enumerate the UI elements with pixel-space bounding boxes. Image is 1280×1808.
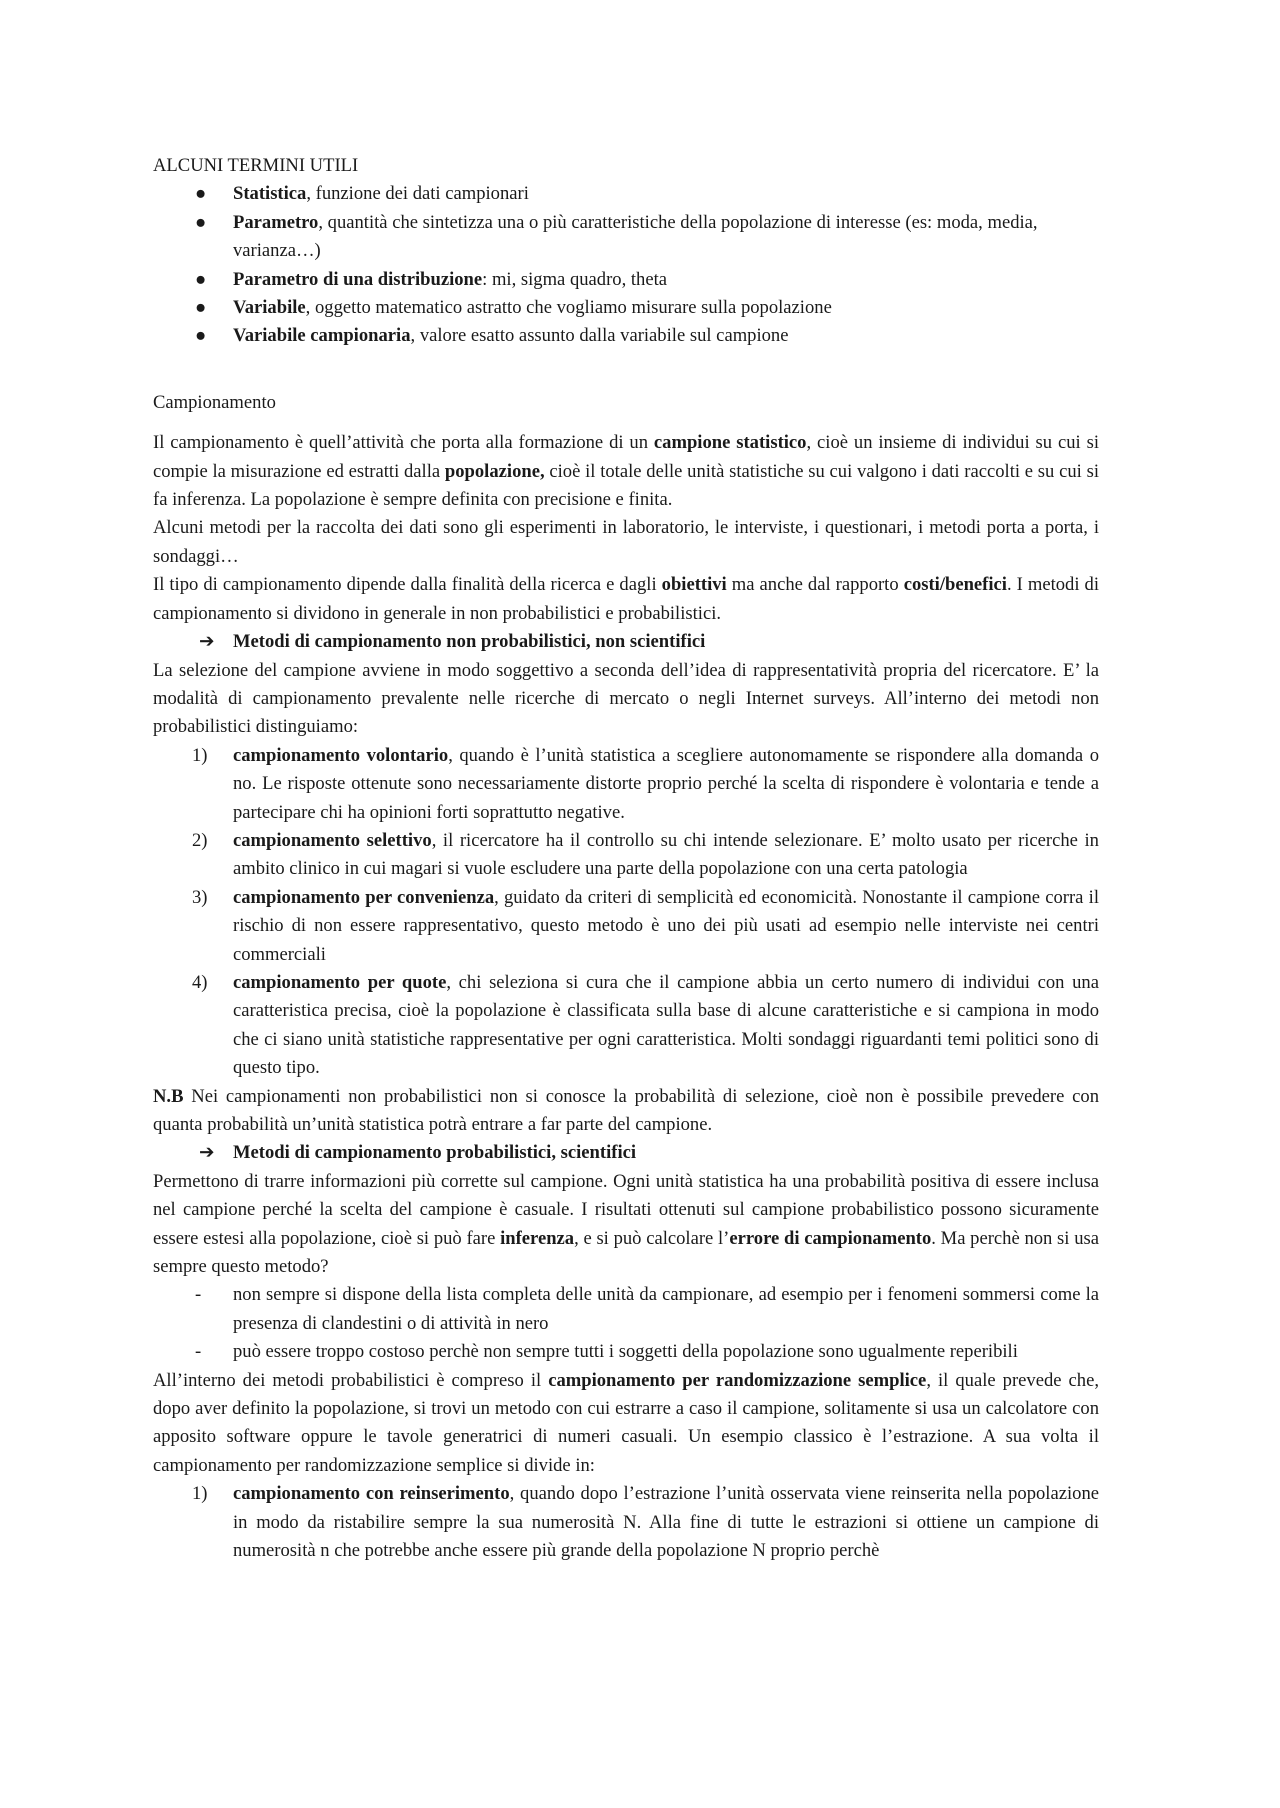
- list-item: [153, 180, 1099, 208]
- nb-note: N.B Nei campionamenti non probabilistici non si conosce la probabilità di selezione, cioè non è possibile prevedere con quanta probabilità un’unità statistica potrà entrare a far parte del campione.: [153, 1085, 1099, 1135]
- arrow-icon: ➔: [199, 1142, 215, 1164]
- term-definition: , funzione dei dati campionari: [306, 183, 529, 205]
- list-item: 1) campionamento con reinserimento, quando dopo l’estrazione l’unità osservata viene reinserita nella popolazione in modo da ristabilire sempre la sua numerosità N. Alla fine di tutte le estrazioni si ottiene un campione di numerosità n che potrebbe anche essere più grande della popolazione N proprio perchè: [192, 1483, 1099, 1562]
- list-item: - può essere troppo costoso perchè non sempre tutti i soggetti della popolazione sono ugualmente reperibili: [195, 1341, 1018, 1363]
- term-name: Parametro di una distribuzione: [233, 268, 483, 290]
- reasons-list: [153, 1281, 1099, 1366]
- term-definition: , quantità che sintetizza una o più caratteristiche della popolazione di interesse (es: moda, media, varianza…): [233, 211, 1038, 262]
- list-item: 2) campionamento selettivo, il ricercatore ha il controllo su chi intende selezionare. E’ molto usato per ricerche in ambito clinico in cui magari si vuole escludere una parte della popolazione con una certa patologia: [192, 829, 1099, 880]
- nonprob-heading: ➔ Metodi di campionamento non probabilistici, non scientifici: [153, 628, 1099, 656]
- randomization-paragraph: All’interno dei metodi probabilistici è compreso il campionamento per randomizzazione semplice, il quale prevede che, dopo aver definito la popolazione, si trovi un metodo con cui estrarre a caso il campione, solitamente si usa un calcolatore con apposito software oppure le tavole generatrici di numeri casuali. Un esempio classico è l’estrazione. A sua volta il campionamento per randomizzazione semplice si divide in:: [153, 1369, 1099, 1476]
- bullet-icon: ●: [195, 183, 207, 205]
- prob-heading: ➔ Metodi di campionamento probabilistici, scientifici: [153, 1139, 1099, 1167]
- type-paragraph: Il tipo di campionamento dipende dalla finalità della ricerca e dagli obiettivi ma anche dal rapporto costi/benefici. I metodi di campionamento si dividono in generale in non probabilistici e probabilistici.: [153, 574, 1100, 624]
- list-item: 4) campionamento per quote, chi seleziona si cura che il campione abbia un certo numero di individui con una caratteristica precisa, cioè la popolazione è classificata sulla base di alcune caratteristiche e si campiona in modo che ci siano unità statistiche rappresentative per ogni caratteristica. Molti sondaggi riguardanti temi politici sono di questo tipo.: [192, 971, 1099, 1079]
- intro-paragraph: Il campionamento è quell’attività che porta alla formazione di un campione statistico, cioè un insieme di individui su cui si compie la misurazione ed estratti dalla popolazione, cioè il totale delle unità statistiche su cui valgono i dati raccolti e su cui si fa inferenza. La popolazione è sempre definita con precisione e finita.: [153, 432, 1099, 511]
- term-definition: , oggetto matematico astratto che vogliamo misurare sulla popolazione: [305, 297, 832, 319]
- methods-paragraph: Alcuni metodi per la raccolta dei dati sono gli esperimenti in laboratorio, le interviste, i questionari, i metodi porta a porta, i sondaggi…: [153, 517, 1099, 567]
- list-item: 1) campionamento volontario, quando è l’unità statistica a scegliere autonomamente se rispondere alla domanda o no. Le risposte ottenute sono necessariamente distorte proprio perché la scelta di rispondere è volontaria e tende a partecipare chi ha opinioni forti soprattutto negative.: [192, 744, 1099, 823]
- prob-paragraph: Permettono di trarre informazioni più corrette sul campione. Ogni unità statistica ha una probabilità positiva di essere inclusa nel campione perché la scelta del campione è casuale. I risultati ottenuti sul campione probabilistico possono sicuramente essere estesi alla popolazione, cioè si può fare inferenza, e si può calcolare l’errore di campionamento. Ma perchè non si usa sempre questo metodo?: [153, 1170, 1099, 1278]
- term-name: Parametro: [233, 211, 319, 233]
- terms-list: [153, 180, 1099, 350]
- page-heading: ALCUNI TERMINI UTILI: [153, 155, 359, 176]
- list-item: [153, 209, 1099, 266]
- list-item: [153, 322, 1099, 350]
- randomization-list: [153, 1480, 1099, 1565]
- list-item: - non sempre si dispone della lista completa delle unità da campionare, ad esempio per i fenomeni sommersi come la presenza di clandestini o di attività in nero: [195, 1284, 1099, 1334]
- bullet-icon: ●: [195, 325, 207, 347]
- arrow-icon: ➔: [199, 631, 215, 653]
- list-item: [153, 266, 1099, 294]
- term-name: Variabile campionaria: [233, 325, 411, 347]
- nonprob-list: [153, 742, 1099, 1083]
- term-definition: : mi, sigma quadro, theta: [482, 268, 668, 290]
- nonprob-paragraph: La selezione del campione avviene in modo soggettivo a seconda dell’idea di rappresentatività propria del ricercatore. E’ la modalità di campionamento prevalente nelle ricerche di mercato o negli Internet surveys. All’interno dei metodi non probabilistici distinguiamo:: [153, 659, 1099, 738]
- term-name: Variabile: [233, 297, 306, 319]
- term-definition: , valore esatto assunto dalla variabile sul campione: [410, 325, 789, 347]
- bullet-icon: ●: [195, 297, 207, 319]
- term-name: Statistica: [233, 183, 307, 205]
- document-content: [153, 152, 1099, 1566]
- list-item: [153, 294, 1099, 322]
- bullet-icon: ●: [195, 268, 207, 290]
- list-item: 3) campionamento per convenienza, guidato da criteri di semplicità ed economicità. Nonostante il campione corra il rischio di non essere rappresentativo, questo metodo è uno dei più usati ad esempio nelle interviste nei centri commerciali: [192, 886, 1099, 965]
- bullet-icon: ●: [195, 211, 207, 233]
- section-title: Campionamento: [153, 391, 276, 413]
